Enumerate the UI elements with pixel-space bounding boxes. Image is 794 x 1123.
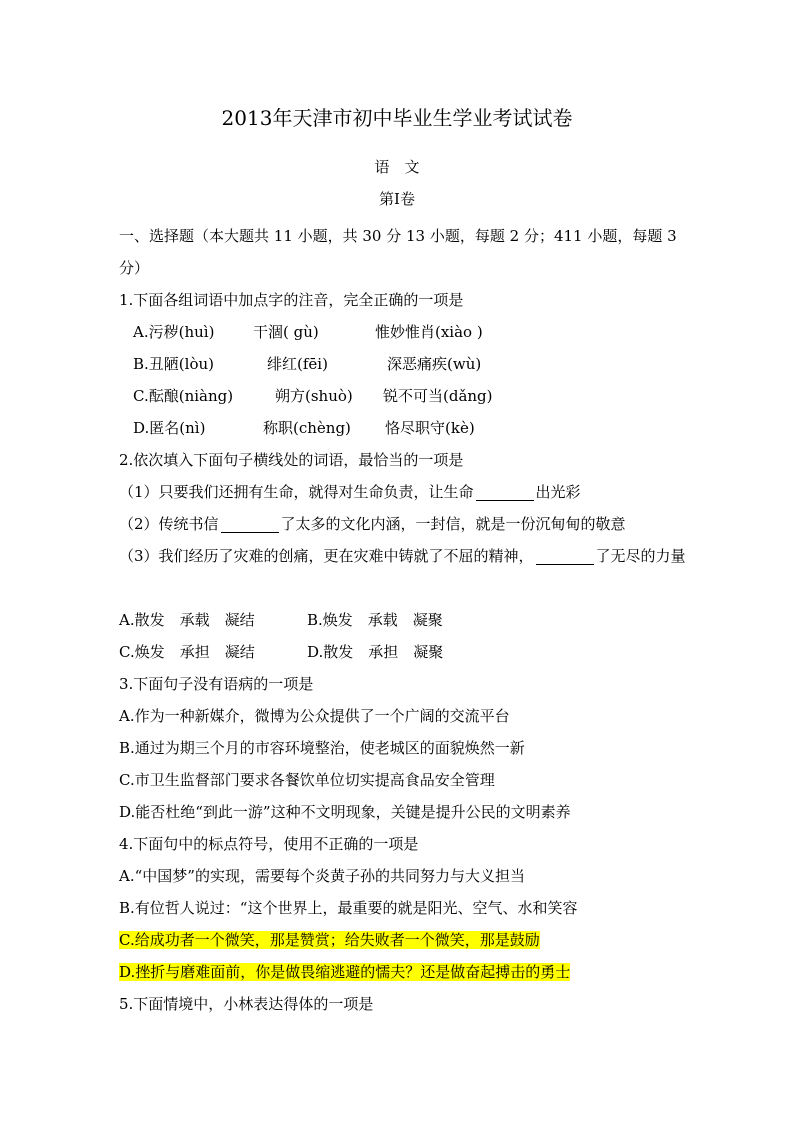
q1-d-term1: D.匿名(nì): [133, 419, 206, 437]
q1-d-term3: 恪尽职守(kè): [385, 419, 475, 437]
q4-option-d-highlighted: D.挫折与磨难面前，你是做畏缩逃避的懦夫？还是做奋起搏击的勇士: [119, 963, 571, 981]
part-label: 第Ⅰ卷: [379, 190, 415, 208]
q2-options-row-1: [119, 604, 689, 636]
q1-option-b: [119, 348, 689, 380]
q2-s1-post: 出光彩: [535, 483, 581, 501]
q1-option-a: [119, 316, 689, 348]
q2-options-row-2: [119, 636, 689, 668]
q2-option-b: B.焕发 承载 凝聚: [307, 611, 443, 629]
q4-option-c-line: [119, 924, 689, 956]
q2-sentence-3: [119, 540, 689, 604]
q2-s2-post: 了太多的文化内涵，一封信，就是一份沉甸甸的敬意: [280, 515, 626, 533]
q1-c-term2: 朔方(shuò): [275, 387, 353, 405]
q2-s1-pre: （1）只要我们还拥有生命，就得对生命负责，让生命: [119, 483, 474, 501]
q1-b-term2: 绯红(fēi): [267, 355, 328, 373]
fill-blank: [476, 484, 534, 501]
fill-blank: [536, 548, 594, 565]
q1-b-term3: 深恶痛疾(wù): [387, 355, 482, 373]
q4-option-c-highlighted: C.给成功者一个微笑，那是赞赏；给失败者一个微笑，那是鼓励: [119, 931, 540, 949]
q4-option-b: B.有位哲人说过：“这个世界上，最重要的就是阳光、空气、水和笑容: [119, 899, 578, 917]
q2-s2-pre: （2）传统书信: [119, 515, 219, 533]
q2-sentence-2: [119, 508, 689, 540]
q4-stem: 4.下面句中的标点符号，使用不正确的一项是: [119, 835, 419, 853]
q1-a-term1: A.污秽(huì): [133, 323, 215, 341]
subject-label: 语 文: [374, 158, 420, 176]
fill-blank: [221, 516, 279, 533]
question-body: [119, 220, 689, 1020]
section-heading: 一、选择题（本大题共 11 小题，共 30 分 13 小题，每题 2 分；411 小题，每题 3 分）: [119, 227, 677, 277]
q1-stem: 1.下面各组词语中加点字的注音，完全正确的一项是: [119, 291, 464, 309]
q5-stem: 5.下面情境中，小林表达得体的一项是: [119, 995, 374, 1013]
q1-a-term2: 干涸( gù): [253, 323, 319, 341]
q1-a-term3: 惟妙惟肖(xiào ): [375, 323, 483, 341]
q1-option-d: [119, 412, 689, 444]
q2-s3-pre: （3）我们经历了灾难的创痛，更在灾难中铸就了不屈的精神，: [119, 547, 534, 565]
exam-title: 2013年天津市初中毕业生学业考试试卷: [221, 106, 573, 130]
q4-option-a: A.“中国梦”的实现，需要每个炎黄子孙的共同努力与大义担当: [119, 867, 525, 885]
q2-stem: 2.依次填入下面句子横线处的词语，最恰当的一项是: [119, 451, 464, 469]
q3-stem: 3.下面句子没有语病的一项是: [119, 675, 314, 693]
q1-d-term2: 称职(chèng): [263, 419, 351, 437]
q2-sentence-1: [119, 476, 689, 508]
q1-option-c: [119, 380, 689, 412]
q3-option-d: D.能否杜绝“到此一游”这种不文明现象，关键是提升公民的文明素养: [119, 803, 571, 821]
q3-option-c: C.市卫生监督部门要求各餐饮单位切实提高食品安全管理: [119, 771, 495, 789]
q4-option-d-line: [119, 956, 689, 988]
q1-c-term1: C.酝酿(niàng): [133, 387, 234, 405]
q2-option-d: D.散发 承担 凝聚: [307, 643, 444, 661]
q3-option-b: B.通过为期三个月的市容环境整治，使老城区的面貌焕然一新: [119, 739, 525, 757]
q2-option-a: A.散发 承载 凝结: [119, 611, 255, 629]
q1-b-term1: B.丑陋(lòu): [133, 355, 214, 373]
q3-option-a: A.作为一种新媒介，微博为公众提供了一个广阔的交流平台: [119, 707, 510, 725]
q2-option-c: C.焕发 承担 凝结: [119, 643, 255, 661]
q2-s3-post: 了无尽的力量: [595, 547, 686, 565]
q1-c-term3: 锐不可当(dǎng): [383, 387, 493, 405]
